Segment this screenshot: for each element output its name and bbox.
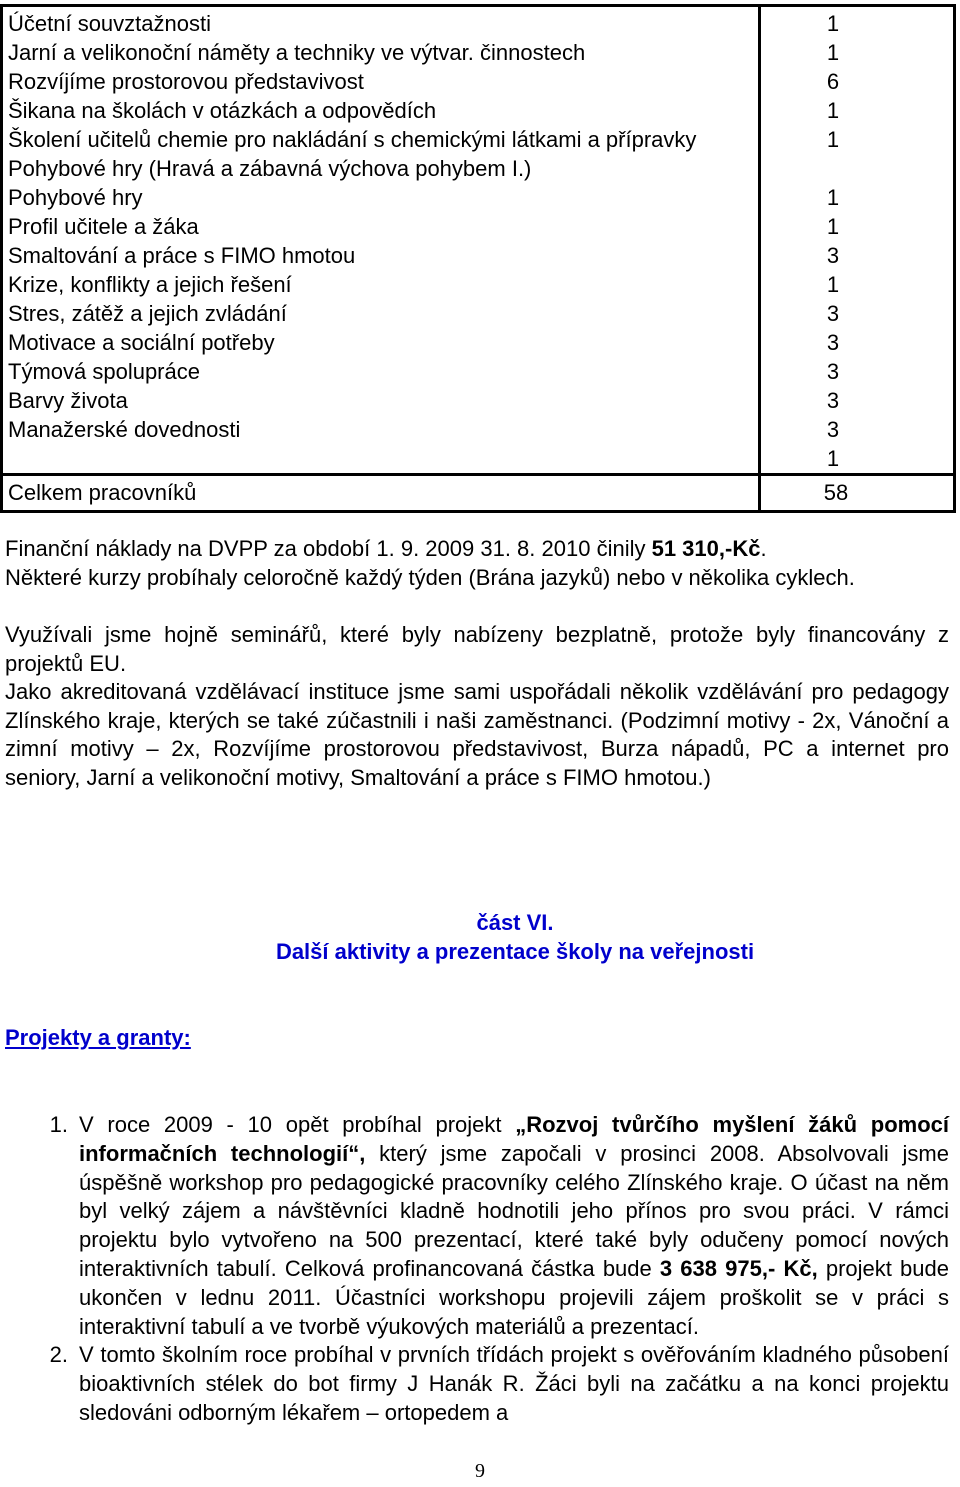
participant-count: 3	[826, 359, 840, 384]
list-item-text	[79, 1111, 949, 1341]
total-value: 58	[823, 480, 849, 505]
participant-count: 1	[826, 127, 840, 152]
list-item	[5, 1341, 949, 1427]
list-item-text: V tomto školním roce probíhal v prvních třídách projekt s ověřováním kladného působení bioaktivních stélek do bot firmy J Hanák R. Žáci byli na začátku a na konci projektu sledováni odborným lékařem – ortopedem a	[79, 1342, 949, 1425]
text-run: který jsme započali v prosinci 2008. Absolvovali jsme úspěšně workshop pro pedagogické pracovníky celého Zlínského kraje. O účast na něm byl velký zájem a návštěvníci kladně hodnotili jeho přínos pro svou práci. V rámci projektu bylo vytvořeno na 500 prezentací, které také byly odučeny pomocí nových interaktivních tabulí. Celková profinancovaná částka bude	[79, 1140, 949, 1281]
course-name: Pohybové hry	[8, 185, 143, 210]
finance-amount: 51 310,-Kč	[651, 536, 761, 561]
page-number: 9	[475, 1460, 485, 1482]
list-number: 1.	[49, 1112, 68, 1137]
participant-count: 3	[826, 243, 840, 268]
course-name: Pohybové hry (Hravá a zábavná výchova pohybem I.)	[8, 156, 532, 181]
participant-count: 6	[826, 69, 840, 94]
training-table	[0, 4, 956, 513]
list-item	[5, 1111, 949, 1341]
course-name: Profil učitele a žáka	[8, 214, 199, 239]
course-name: Motivace a sociální potřeby	[8, 330, 275, 355]
course-name: Barvy života	[8, 388, 128, 413]
finance-text: Finanční náklady na DVPP za období 1. 9. 2009 31. 8. 2010 činily	[5, 536, 652, 561]
participant-count: 1	[826, 185, 840, 210]
text-run: V roce 2009 - 10 opět probíhal projekt	[79, 1112, 516, 1137]
course-name: Manažerské dovednosti	[8, 417, 241, 442]
course-name: Jarní a velikonoční náměty a techniky ve výtvar. činnostech	[8, 40, 586, 65]
list-number: 2.	[49, 1342, 68, 1368]
projects-subheading: Projekty a granty:	[5, 1025, 191, 1050]
courses-paragraph: Některé kurzy probíhaly celoročně každý týden (Brána jazyků) nebo v několika cyklech.	[5, 565, 855, 590]
section-title: Další aktivity a prezentace školy na veřejnosti	[275, 939, 755, 964]
participant-count: 1	[826, 40, 840, 65]
participant-count: 1	[826, 446, 840, 471]
project-amount: 3 638 975,- Kč,	[659, 1255, 818, 1281]
course-name: Šikana na školách v otázkách a odpovědích	[8, 98, 437, 123]
participants-column	[761, 7, 953, 473]
participant-count: 3	[826, 301, 840, 326]
course-names-column	[3, 7, 761, 473]
participant-count: 3	[826, 388, 840, 413]
table-body	[3, 7, 953, 476]
course-name: Školení učitelů chemie pro nakládání s chemickými látkami a přípravky	[8, 127, 697, 152]
course-name: Krize, konflikty a jejich řešení	[8, 272, 292, 297]
participant-count: 1	[826, 11, 840, 36]
part-heading: část VI.	[476, 910, 554, 935]
accreditation-paragraph: Jako akreditovaná vzdělávací instituce jsme sami uspořádali několik vzdělávání pro pedagogy Zlínského kraje, kterých se také zúčastnili i naši zaměstnanci. (Podzimní motivy - 2x, Vánoční a zimní motivy – 2x, Rozvíjíme prostorovou představivost, Burza nápadů, PC a internet pro seniory, Jarní a velikonoční motivy, Smaltování a práce s FIMO hmotou.)	[5, 679, 949, 790]
total-label: Celkem pracovníků	[3, 476, 761, 510]
projects-list	[5, 1111, 949, 1428]
table-total-row	[3, 476, 953, 510]
participant-count: 1	[826, 272, 840, 297]
course-name: Rozvíjíme prostorovou představivost	[8, 69, 364, 94]
text-run: projekt bude ukončen v lednu 2011. Účastníci workshopu projevili zájem proškolit se v práci s interaktivní tabulí a ve tvorbě výukových materiálů a prezentací.	[79, 1255, 949, 1339]
finance-paragraph	[5, 535, 949, 564]
course-name: Účetní souvztažnosti	[8, 11, 211, 36]
course-name: Stres, zátěž a jejich zvládání	[8, 301, 287, 326]
participant-count: 3	[826, 417, 840, 442]
participant-count: 1	[826, 214, 840, 239]
participant-count: 3	[826, 330, 840, 355]
course-name: Týmová spolupráce	[8, 359, 200, 384]
seminars-paragraph: Využívali jsme hojně seminářů, které byly nabízeny bezplatně, protože byly financovány z projektů EU.	[5, 622, 949, 676]
course-name: Smaltování a práce s FIMO hmotou	[8, 243, 356, 268]
finance-end: .	[760, 536, 767, 561]
project-name: „Rozvoj tvůrčího myšlení žáků pomocí informačních technologií“,	[79, 1112, 949, 1166]
row-gap	[761, 154, 953, 183]
participant-count: 1	[826, 98, 840, 123]
